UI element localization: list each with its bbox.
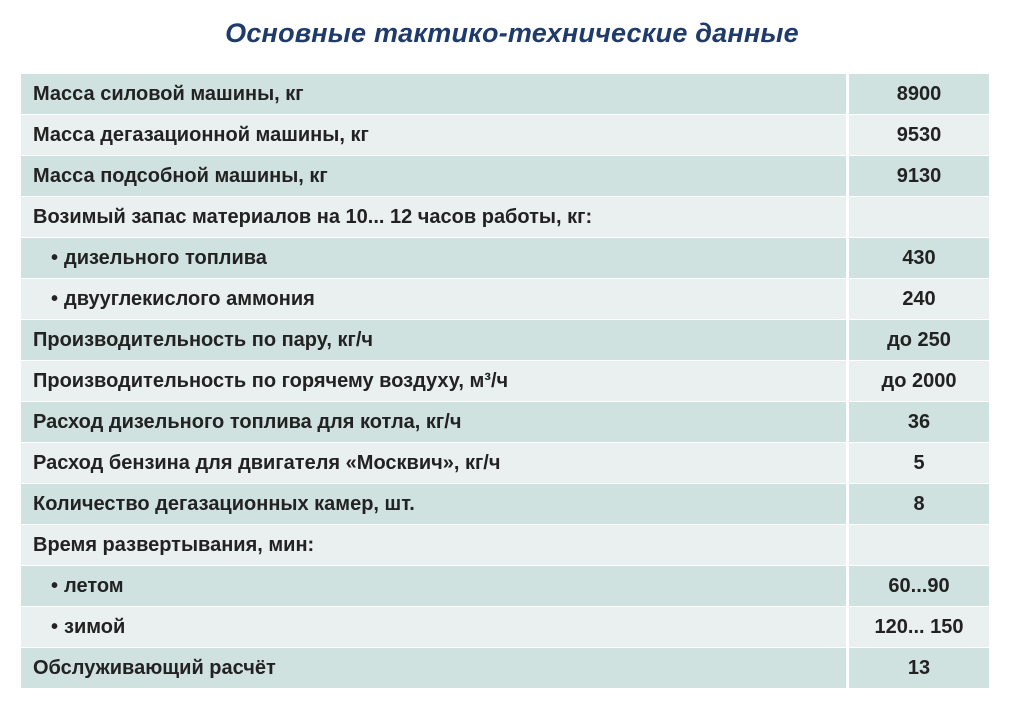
- table-row: [21, 566, 989, 607]
- row-label: Масса дегазационной машины, кг: [33, 123, 369, 146]
- row-value: 36: [849, 402, 989, 443]
- row-label: летом: [64, 574, 124, 597]
- table-row: [21, 320, 989, 361]
- table-row: [21, 525, 989, 566]
- row-value: 13: [849, 648, 989, 689]
- row-value: [849, 197, 989, 238]
- row-label-cell: [21, 238, 849, 279]
- row-value: 430: [849, 238, 989, 279]
- row-label: Время развертывания, мин:: [33, 533, 315, 556]
- table-row: [21, 361, 989, 402]
- row-value: 5: [849, 443, 989, 484]
- row-label-cell: [21, 74, 849, 115]
- row-value: 9130: [849, 156, 989, 197]
- row-label: зимой: [64, 615, 126, 638]
- row-label-cell: [21, 484, 849, 525]
- row-label: Производительность по пару, кг/ч: [33, 328, 373, 351]
- row-label: Возимый запас материалов на 10... 12 часов работы, кг:: [33, 205, 593, 228]
- table-row: [21, 279, 989, 320]
- table-row: [21, 156, 989, 197]
- row-label-cell: [21, 361, 849, 402]
- table-row: [21, 443, 989, 484]
- bullet-icon: •: [51, 287, 59, 310]
- table-row: [21, 484, 989, 525]
- row-label: дизельного топлива: [64, 246, 267, 269]
- row-value: [849, 525, 989, 566]
- row-label: Расход дизельного топлива для котла, кг/ч: [33, 410, 462, 433]
- row-label: двууглекислого аммония: [64, 287, 315, 310]
- row-value: 120... 150: [849, 607, 989, 648]
- row-label-cell: [21, 156, 849, 197]
- bullet-icon: •: [51, 246, 59, 269]
- row-label-cell: [21, 402, 849, 443]
- row-label-cell: [21, 320, 849, 361]
- table-row: [21, 74, 989, 115]
- row-label: Производительность по горячему воздуху, м³/ч: [33, 369, 509, 392]
- row-label-cell: [21, 115, 849, 156]
- table-row: [21, 648, 989, 689]
- row-value: 240: [849, 279, 989, 320]
- row-label: Масса подсобной машины, кг: [33, 164, 328, 187]
- page-title: Основные тактико-технические данные: [225, 18, 799, 48]
- row-value: до 2000: [849, 361, 989, 402]
- table-row: [21, 197, 989, 238]
- bullet-icon: •: [51, 615, 59, 638]
- row-label-cell: [21, 279, 849, 320]
- row-label-cell: [21, 443, 849, 484]
- row-label-cell: [21, 648, 849, 689]
- row-value: 60...90: [849, 566, 989, 607]
- row-value: 8900: [849, 74, 989, 115]
- row-label-cell: [21, 566, 849, 607]
- bullet-icon: •: [51, 574, 59, 597]
- row-label: Обслуживающий расчёт: [33, 656, 276, 679]
- row-value: 8: [849, 484, 989, 525]
- specifications-table: [21, 74, 989, 689]
- table-row: [21, 402, 989, 443]
- row-label: Расход бензина для двигателя «Москвич», кг/ч: [33, 451, 501, 474]
- row-label-cell: [21, 197, 849, 238]
- row-value: 9530: [849, 115, 989, 156]
- row-label-cell: [21, 525, 849, 566]
- table-row: [21, 115, 989, 156]
- specifications-table-body: [21, 74, 989, 689]
- row-value: до 250: [849, 320, 989, 361]
- row-label: Количество дегазационных камер, шт.: [33, 492, 415, 515]
- row-label-cell: [21, 607, 849, 648]
- row-label: Масса силовой машины, кг: [33, 82, 304, 105]
- table-row: [21, 238, 989, 279]
- table-row: [21, 607, 989, 648]
